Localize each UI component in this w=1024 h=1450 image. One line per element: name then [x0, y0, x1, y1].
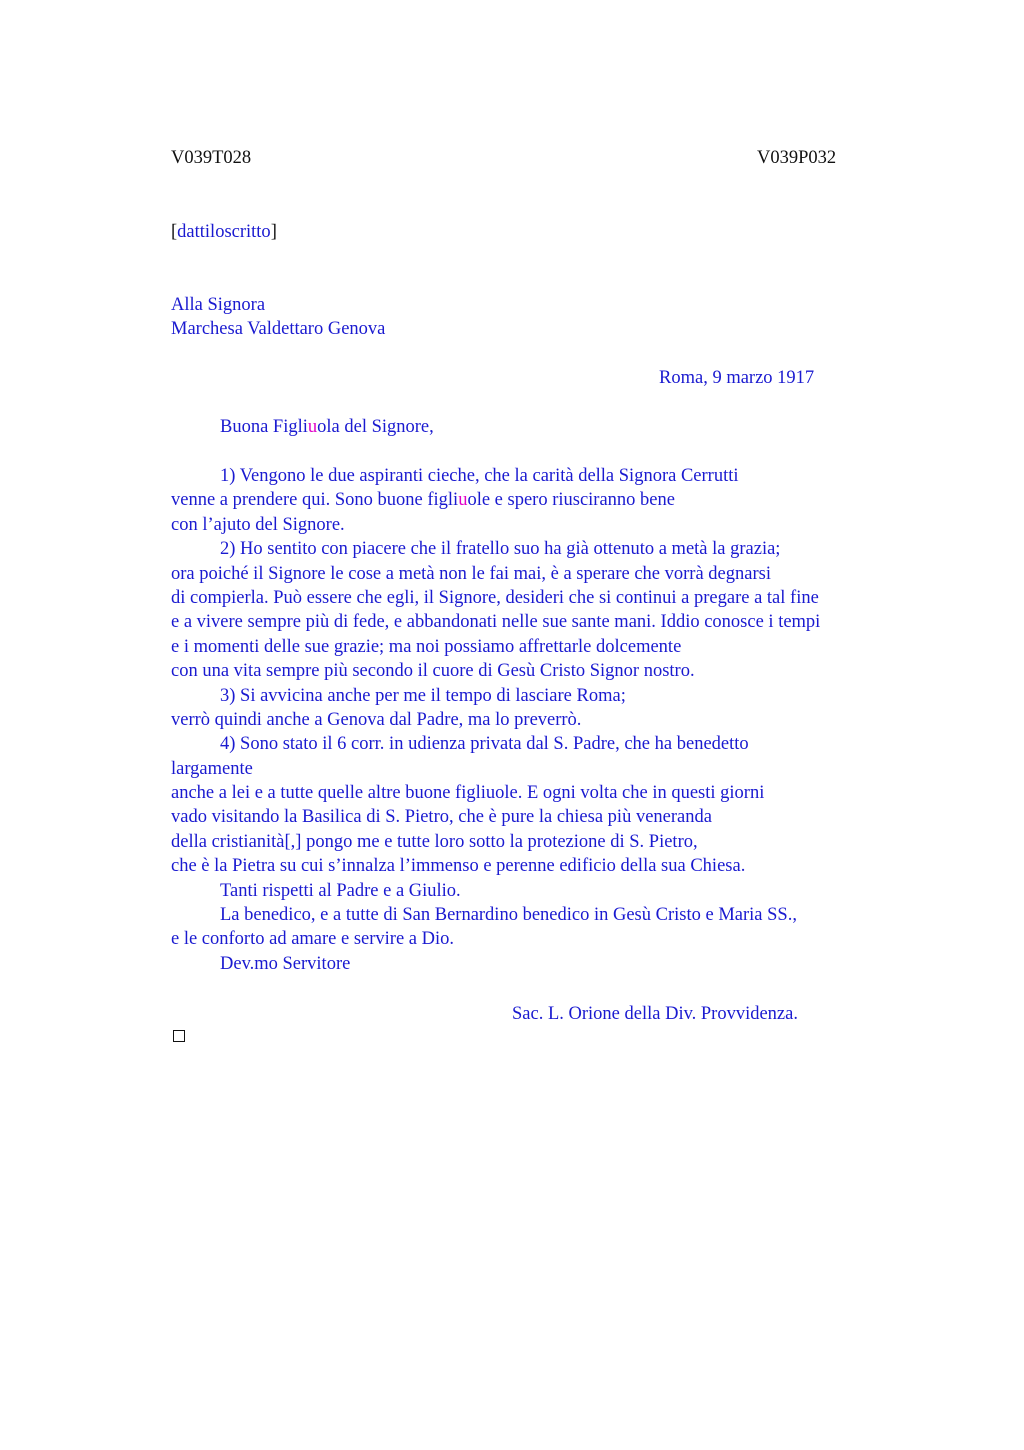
closing-line: Dev.mo Servitore: [220, 953, 351, 974]
body-line: e le conforto ad amare e servire a Dio.: [171, 929, 455, 950]
body-line: La benedico, e a tutte di San Bernardino benedico in Gesù Cristo e Maria SS.,: [220, 905, 797, 926]
close-bracket: ]: [270, 222, 277, 242]
signature: Sac. L. Orione della Div. Provvidenza.: [512, 1004, 798, 1024]
body-line: con l’ajuto del Signore.: [171, 514, 345, 535]
body-text-before: venne a prendere qui. Sono buone figli: [171, 490, 459, 511]
greeting-highlight: u: [307, 417, 318, 437]
header-left-code: V039T028: [171, 148, 252, 168]
body-line: 3) Si avvicina anche per me il tempo di lasciare Roma;: [220, 685, 626, 706]
greeting: [220, 415, 434, 439]
document-type-tag: [171, 220, 277, 244]
body-line: con una vita sempre più secondo il cuore di Gesù Cristo Signor nostro.: [171, 661, 695, 682]
body-line: 4) Sono stato il 6 corr. in udienza privata dal S. Padre, che ha benedetto: [220, 734, 749, 755]
body-line: 1) Vengono le due aspiranti cieche, che la carità della Signora Cerrutti: [220, 466, 739, 486]
body-highlight: u: [458, 490, 468, 511]
address-line-2: Marchesa Valdettaro Genova: [171, 319, 386, 339]
body-line: e i momenti delle sue grazie; ma noi possiamo affrettarle dolcemente: [171, 636, 682, 657]
greeting-text-after: ola del Signore,: [317, 417, 434, 437]
body-line: della cristianità[,] pongo me e tutte loro sotto la protezione di S. Pietro,: [171, 831, 698, 852]
body-line: largamente: [171, 758, 253, 779]
body-line: [171, 488, 931, 512]
letter-body: [171, 464, 931, 976]
open-bracket: [: [171, 222, 178, 242]
address-line-1: Alla Signora: [171, 295, 266, 315]
body-line: di compierla. Può essere che egli, il Signore, desideri che si continui a pregare a tal fine: [171, 587, 819, 608]
header-right-code: V039P032: [757, 148, 837, 168]
body-line: e a vivere sempre più di fede, e abbandonati nelle sue sante mani. Iddio conosce i tempi: [171, 612, 821, 633]
body-line: ora poiché il Signore le cose a metà non le fai mai, è a sperare che vorrà degnarsi: [171, 563, 771, 584]
body-line: vado visitando la Basilica di S. Pietro, che è pure la chiesa più veneranda: [171, 807, 712, 828]
letter-date: Roma, 9 marzo 1917: [659, 368, 815, 388]
body-line: 2) Ho sentito con piacere che il fratello suo ha già ottenuto a metà la grazia;: [220, 539, 781, 560]
body-text-after: ole e spero riusciranno bene: [467, 490, 675, 511]
body-line: verrò quindi anche a Genova dal Padre, ma lo preverrò.: [171, 709, 582, 730]
body-line: che è la Pietra su cui s’innalza l’immenso e perenne edificio della sua Chiesa.: [171, 856, 746, 877]
body-line: Tanti rispetti al Padre e a Giulio.: [220, 880, 461, 901]
checkbox-square-icon: [173, 1030, 185, 1042]
body-line: anche a lei e a tutte quelle altre buone figliuole. E ogni volta che in questi giorni: [171, 783, 765, 804]
document-type-label: dattiloscritto: [177, 222, 271, 242]
greeting-text-before: Buona Figli: [220, 417, 308, 437]
